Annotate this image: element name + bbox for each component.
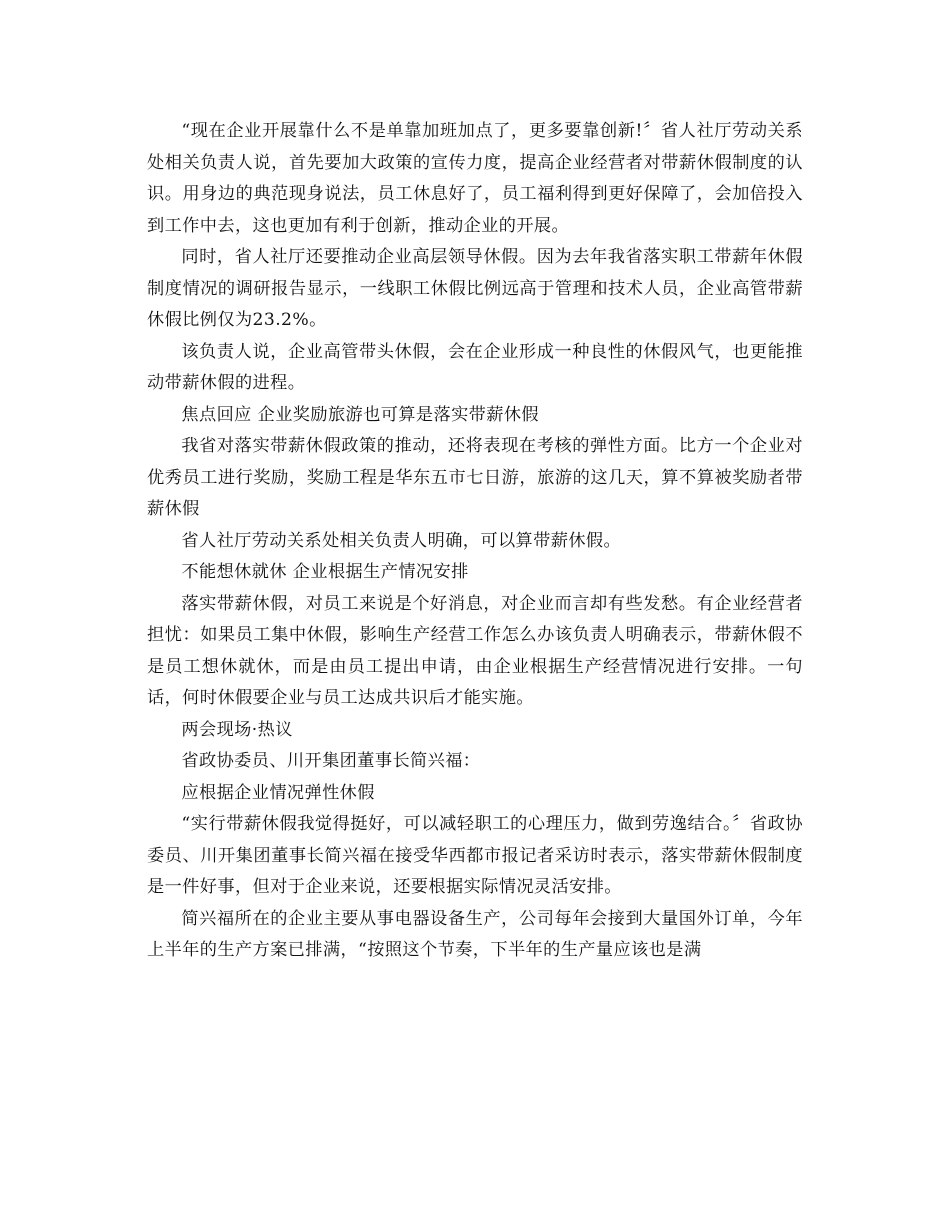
section-heading-production-schedule: 不能想休就休 企业根据生产情况安排 [181, 562, 469, 582]
paragraph-counts-as-leave: 省人社厅劳动关系处相关负责人明确，可以算带薪休假。 [181, 530, 622, 551]
section-heading-two-sessions: 两会现场·热议 [181, 719, 293, 740]
section-heading-flexible-leave: 应根据企业情况弹性休假 [181, 782, 375, 803]
paragraph-assessment-flexibility: 我省对落实带薪休假政策的推动，还将表现在考核的弹性方面。比方一个企业对优秀员工进行奖励，奖励工程是华东五市七日游，旅游的这几天，算不算被奖励者带薪休假 [147, 436, 803, 519]
paragraph-innovation-quote: “现在企业开展靠什么不是单靠加班加点了，更多要靠创新!〞省人社厅劳动关系处相关负责人说，首先要加大政策的宣传力度，提高企业经营者对带薪休假制度的认识。用身边的典范现身说法，员工休息好了，员工福利得到更好保障了，会加倍投入到工作中去，这也更加有利于创新，推动企业的开展。 [147, 121, 803, 236]
speaker-line: 省政协委员、川开集团董事长简兴福： [181, 751, 481, 771]
paragraph-employer-concerns: 落实带薪休假，对员工来说是个好消息，对企业而言却有些发愁。有企业经营者担忧：如果员工集中休假，影响生产经营工作怎么办该负责人明确表示，带薪休假不是员工想休就休，而是由员工提出申请，由企业根据生产经营情况进行安排。一句话，何时休假要企业与员工达成共识后才能实施。 [147, 593, 803, 708]
paragraph-lead-by-example: 该负责人说，企业高管带头休假，会在企业形成一种良性的休假风气，也更能推动带薪休假的进程。 [147, 341, 803, 393]
section-heading-reward-travel: 焦点回应 企业奖励旅游也可算是落实带薪休假 [181, 404, 540, 425]
paragraph-speaker-quote: “实行带薪休假我觉得挺好，可以减轻职工的心理压力，做到劳逸结合。〞省政协委员、川开集团董事长简兴福在接受华西都市报记者采访时表示，落实带薪休假制度是一件好事，但对于企业来说，还要根据实际情况灵活安排。 [147, 814, 803, 897]
paragraph-company-production: 简兴福所在的企业主要从事电器设备生产，公司每年会接到大量国外订单，今年上半年的生产方案已排满，“按照这个节奏，下半年的生产量应该也是满 [147, 908, 803, 960]
paragraph-executive-leave: 同时，省人社厅还要推动企业高层领导休假。因为去年我省落实职工带薪年休假制度情况的调研报告显示，一线职工休假比例远高于管理和技术人员，企业高管带薪休假比例仅为23.2%。 [147, 247, 803, 330]
document-body [147, 116, 803, 967]
